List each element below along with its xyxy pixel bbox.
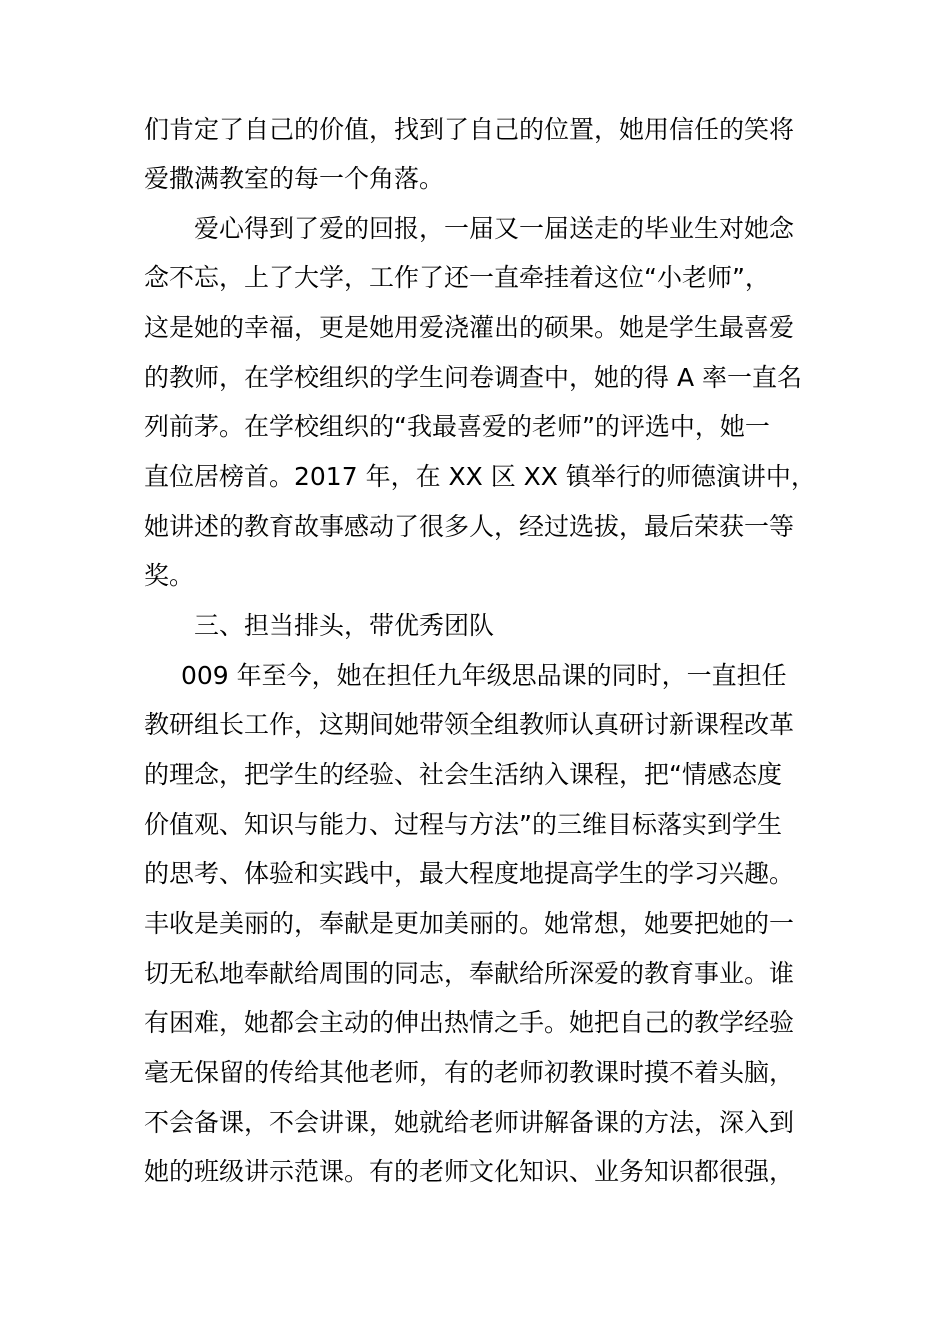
text-line: 爱撒满教室的每一个角落。 — [144, 164, 445, 193]
text-line: 们肯定了自己的价值，找到了自己的位置，她用信任的笑将 — [144, 115, 795, 144]
text-line: 念不忘，上了大学，工作了还一直牵挂着这位“小老师”， — [144, 263, 770, 292]
text-line: 有困难，她都会主动的伸出热情之手。她把自己的教学经验 — [144, 1008, 795, 1037]
text-line: 的思考、体验和实践中，最大程度地提高学生的学习兴趣。 — [144, 859, 795, 888]
text-line: 奖。 — [144, 561, 195, 590]
text-line: 价值观、知识与能力、过程与方法”的三维目标落实到学生 — [144, 810, 782, 839]
text-line: 列前茅。在学校组织的“我最喜爱的老师”的评选中，她一 — [144, 412, 770, 441]
text-line: 这是她的幸福，更是她用爱浇灌出的硕果。她是学生最喜爱 — [144, 313, 795, 342]
text-line: 的理念，把学生的经验、社会生活纳入课程，把“情感态度 — [144, 760, 782, 789]
text-line: 切无私地奉献给周围的同志，奉献给所深爱的教育事业。谁 — [144, 959, 795, 988]
text-line: 教研组长工作，这期间她带领全组教师认真研讨新课程改革 — [144, 710, 795, 739]
text-line: 的教师，在学校组织的学生问卷调查中，她的得 A 率一直名 — [144, 363, 802, 392]
text-line: 不会备课，不会讲课，她就给老师讲解备课的方法，深入到 — [144, 1108, 795, 1137]
text-line: 毫无保留的传给其他老师，有的老师初教课时摸不着头脑， — [144, 1058, 795, 1087]
paragraph-first-line: 爱心得到了爱的回报，一届又一届送走的毕业生对她念 — [194, 214, 795, 243]
text-line: 直位居榜首。2017 年，在 XX 区 XX 镇举行的师德演讲中， — [144, 462, 816, 491]
paragraph-first-line: 009 年至今，她在担任九年级思品课的同时，一直担任 — [181, 661, 787, 690]
text-line: 她的班级讲示范课。有的老师文化知识、业务知识都很强， — [144, 1157, 795, 1186]
text-line: 她讲述的教育故事感动了很多人，经过选拔，最后荣获一等 — [144, 512, 795, 541]
section-heading: 三、担当排头，带优秀团队 — [194, 611, 495, 640]
text-line: 丰收是美丽的，奉献是更加美丽的。她常想，她要把她的一 — [144, 909, 795, 938]
